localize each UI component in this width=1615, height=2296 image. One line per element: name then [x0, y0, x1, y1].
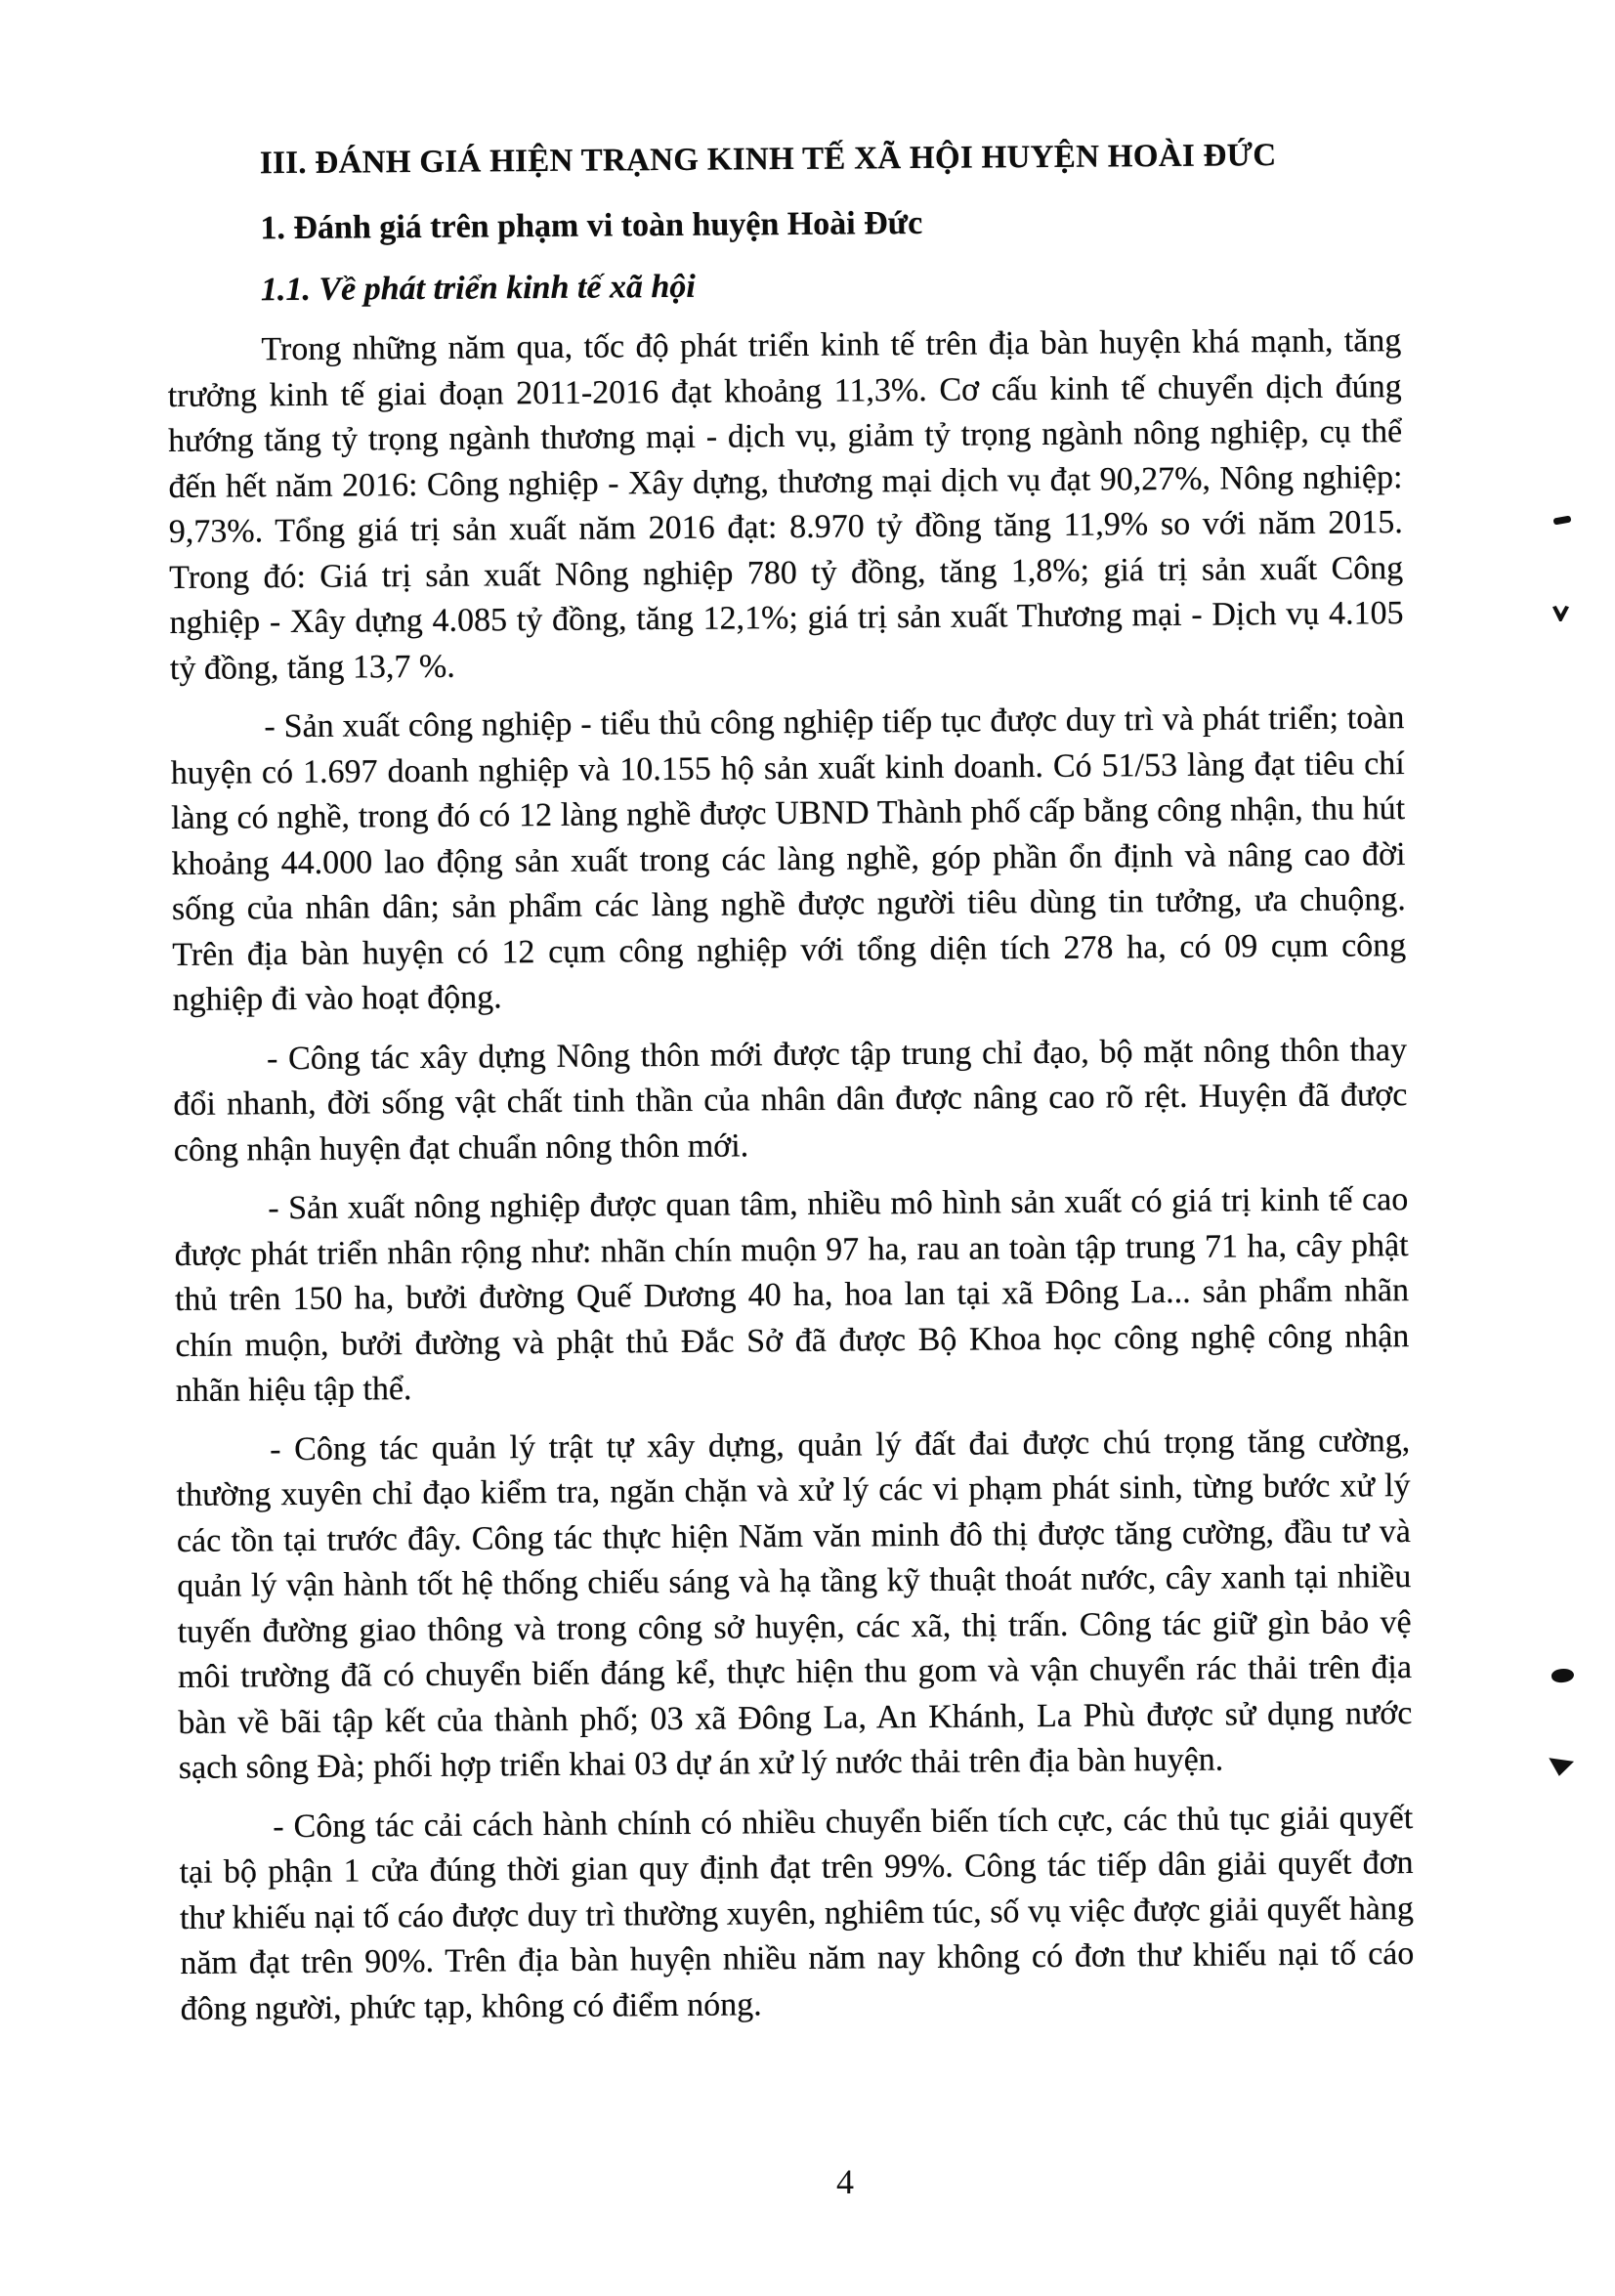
page-number: 4: [836, 2162, 854, 2201]
body-paragraph-new-rural: - Công tác xây dựng Nông thôn mới được tập trung chỉ đạo, bộ mặt nông thôn thay đổi nhanh, đời sống vật chất tinh thần của nhân dân được nâng cao rõ rệt. Huyện đã được công nhận huyện đạt chuẩn nông thôn mới.: [173, 1031, 1408, 1169]
body-paragraph-agriculture: - Sản xuất nông nghiệp được quan tâm, nhiều mô hình sản xuất có giá trị kinh tế cao được phát triển nhân rộng như: nhãn chín muộn 97 ha, rau an toàn tập trung 71 ha, cây phật thủ trên 150 ha, bưởi đường Quế Dương 40 ha, hoa lan tại xã Đông La... sản phẩm nhãn chín muộn, bưởi đường và phật thủ Đắc Sở đã được Bộ Khoa học công nghệ công nhận nhãn hiệu tập thể.: [174, 1181, 1410, 1409]
heading-level-1-1: 1.1. Về phát triển kinh tế xã hội: [260, 268, 696, 309]
margin-blob-mark-icon: [1551, 1668, 1575, 1684]
body-paragraph-industry: - Sản xuất công nghiệp - tiểu thủ công nghiệp tiếp tục được duy trì và phát triển; toàn huyện có 1.697 doanh nghiệp và 10.155 hộ sản xuất kinh doanh. Có 51/53 làng đạt tiêu chí làng có nghề, trong đó có 12 làng nghề được UBND Thành phố cấp bằng công nhận, thu hút khoảng 44.000 lao động sản xuất trong các làng nghề, góp phần ổn định và nâng cao đời sống của nhân dân; sản phẩm các làng nghề được người tiêu dùng tin tưởng, ưa chuộng. Trên địa bàn huyện có 12 cụm công nghiệp với tổng diện tích 278 ha, có 09 cụm công nghiệp đi vào hoạt động.: [170, 700, 1407, 1018]
body-paragraph-economy-overview: Trong những năm qua, tốc độ phát triển kinh tế trên địa bàn huyện khá mạnh, tăng trưởng kinh tế giai đoạn 2011-2016 đạt khoảng 11,3%. Cơ cấu kinh tế chuyển dịch đúng hướng tăng tỷ trọng ngành thương mại - dịch vụ, giảm tỷ trọng ngành nông nghiệp, cụ thể đến hết năm 2016: Công nghiệp - Xây dựng, thương mại dịch vụ đạt 90,27%, Nông nghiệp: 9,73%. Tổng giá trị sản xuất năm 2016 đạt: 8.970 tỷ đồng tăng 11,9% so với năm 2015. Trong đó: Giá trị sản xuất Nông nghiệp 780 tỷ đồng, tăng 1,8%; giá trị sản xuất Công nghiệp - Xây dựng 4.085 tỷ đồng, tăng 12,1%; giá trị sản xuất Thương mại - Dịch vụ 4.105 tỷ đồng, tăng 13,7 %.: [167, 322, 1404, 687]
margin-triangle-mark-icon: [1547, 1758, 1574, 1777]
margin-dash-mark-icon: [1553, 515, 1572, 525]
document-text-column: [166, 132, 1415, 2046]
body-paragraph-urban-management: - Công tác quản lý trật tự xây dựng, quản lý đất đai được chú trọng tăng cường, thường xuyên chỉ đạo kiểm tra, ngăn chặn và xử lý các vi phạm phát sinh, từng bước xử lý các tồn tại trước đây. Công tác thực hiện Năm văn minh đô thị được tăng cường, đầu tư và quản lý vận hành tốt hệ thống chiếu sáng và hạ tầng kỹ thuật thoát nước, cây xanh tại nhiều tuyến đường giao thông và trong công sở huyện, các xã, thị trấn. Công tác giữ gìn bảo vệ môi trường đã có chuyển biến đáng kể, thực hiện thu gom và vận chuyển rác thải trên địa bàn về bãi tập kết của thành phố; 03 xã Đông La, An Khánh, La Phù được sử dụng nước sạch sông Đà; phối hợp triển khai 03 dự án xử lý nước thải trên địa bàn huyện.: [176, 1422, 1413, 1786]
section-title: III. ĐÁNH GIÁ HIỆN TRẠNG KINH TẾ XÃ HỘI HUYỆN HOÀI ĐỨC: [259, 138, 1277, 182]
margin-v-tick-mark-icon: [1552, 606, 1569, 621]
heading-level-1: 1. Đánh giá trên phạm vi toàn huyện Hoài Đức: [260, 204, 923, 247]
body-paragraph-administrative-reform: - Công tác cải cách hành chính có nhiều chuyển biến tích cực, các thủ tục giải quyết tại bộ phận 1 cửa đúng thời gian quy định đạt trên 99%. Công tác tiếp dân giải quyết đơn thư khiếu nại tố cáo được duy trì thường xuyên, nghiêm túc, số vụ việc được giải quyết hàng năm đạt trên 90%. Trên địa bàn huyện nhiều năm nay không có đơn thư khiếu nại tố cáo đông người, phức tạp, không có điểm nóng.: [179, 1799, 1415, 2027]
